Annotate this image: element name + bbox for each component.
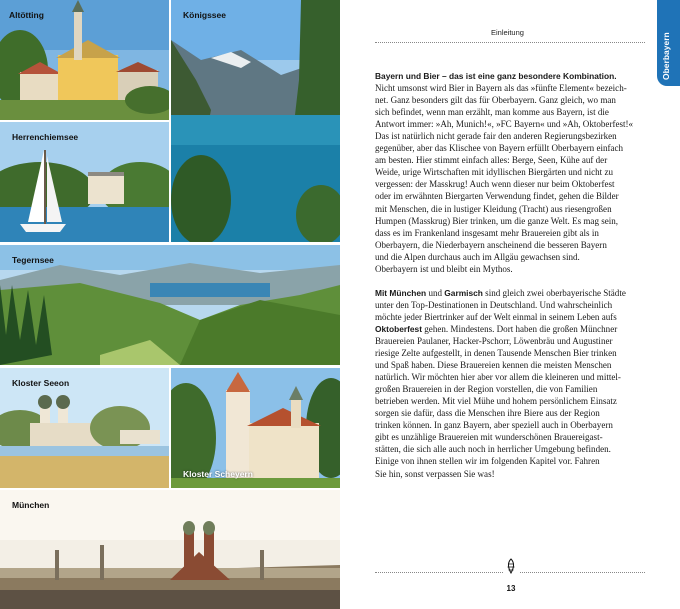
caption-altoetting: Altötting (9, 10, 44, 20)
photo-altoetting (0, 0, 169, 120)
photo-tegernsee (0, 245, 340, 365)
p1-line: dass es im Frankenland insgesamt mehr Brauereien gibt als in (375, 227, 599, 238)
caption-muenchen: München (12, 500, 50, 510)
p2-line: Einige von ihnen stellen wir im folgenden Kapitel vor. Fahren (375, 456, 600, 467)
p2-line: Brauereien Paulaner, Hacker-Pschorr, Löwenbräu und Augustiner (375, 335, 613, 346)
p2-text: gehen. Mindestens. Dort haben die großen Münchner (422, 323, 618, 334)
p1-line: Oberbayern, die Niederbayern anscheinend die besseren Bayern (375, 239, 607, 250)
p2-line: trinken können. In ganz Bayern, aber speziell auch in Oberbayern (375, 420, 613, 431)
p1-line: mit Menschen, die in lustiger Kleidung (Tracht) aus riesengroßen (375, 203, 612, 214)
p1-line: sich befindet, wenn man erzählt, man komme aus Bayern, ist die (375, 107, 609, 118)
photo-muenchen (0, 490, 340, 609)
p2-line: Sie hin, sonst verpassen Sie was! (375, 468, 495, 479)
p2-line (375, 323, 647, 335)
caption-herrenchiemsee: Herrenchiemsee (12, 132, 79, 142)
p2-text: sind gleich zwei oberbayerische Städte (482, 287, 626, 298)
p1-line: am besten. Hier stimmt einfach alles: Berge, Seen, Kühe auf der (375, 155, 608, 166)
paragraph-1-lead: Bayern und Bier – das ist eine ganz besondere Kombination. (375, 71, 617, 81)
p2-line: natürlich. Wir möchten hier aber vor allem die kleineren und mittel- (375, 372, 621, 383)
side-tab-label: Oberbayern (661, 32, 671, 80)
p1-line: Das ist natürlich nicht gerade fair den anderen Regierungsbezirken (375, 131, 617, 142)
p1-line: net. Ganz besonders gilt das für Oberbayern. Ganz gleich, wo man (375, 95, 616, 106)
p1-line: Weide, urige Wirtschaften mit idyllischen Biergärten und nicht zu (375, 167, 613, 178)
running-head: Einleitung (491, 28, 524, 37)
p2-line: sorgen sie dafür, dass die Menschen ihre Biere aus der Region (375, 408, 600, 419)
p1-line: Oberbayern ist und bleibt ein Mythos. (375, 263, 513, 274)
hop-icon (503, 558, 519, 574)
photo-kloster-seeon (0, 368, 169, 488)
page-number: 13 (506, 584, 516, 593)
paragraph-1 (375, 70, 647, 275)
bold-oktoberfest: Oktoberfest (375, 323, 423, 334)
p1-line: Humpen (Masskrug) Bier trinken, um die ganze Welt. Es mag sein, (375, 215, 619, 226)
p2-line: betrieben werden. Mit viel Mühe und hohem persönlichem Einsatz (375, 396, 617, 407)
p1-line: gegenüber, aber das Klischee von Bayern erfüllt Oberbayern einfach (375, 143, 624, 154)
photo-herrenchiemsee (0, 122, 169, 242)
p2-line: stätten, die sich alle auch noch in herrlicher Umgebung befinden. (375, 444, 611, 455)
caption-tegernsee: Tegernsee (12, 255, 54, 265)
p2-line: möchte jeder Biertrinker auf der Welt einmal in seinem Leben aufs (375, 311, 617, 322)
body-text (375, 70, 647, 492)
bold-muenchen: Mit München (375, 287, 427, 298)
caption-kloster-seeon: Kloster Seeon (12, 378, 70, 388)
p2-text: und (426, 287, 445, 298)
p2-line: unter den Top-Destinationen in Deutschland. Und wahrscheinlich (375, 299, 613, 310)
p2-line: großen Brauereien in der Region vorstellen, die von Familien (375, 384, 598, 395)
side-tab (657, 0, 680, 86)
photo-kloster-scheyern (171, 368, 340, 488)
p2-line (375, 287, 647, 299)
caption-kloster-scheyern: Kloster Scheyern (183, 469, 253, 479)
p2-line: und Spaß haben. Diese Brauereien kennen die meisten Menschen (375, 360, 612, 371)
header-divider (375, 42, 645, 43)
photo-koenigssee (171, 0, 340, 242)
p1-line: Antwort immer: »Ah, Munich!«, »FC Bayern« und »Ah, Oktoberfest!« (375, 119, 634, 130)
p1-line: vergessen: der Masskrug! Auch wenn dieser nur beim Oktoberfest (375, 179, 615, 190)
bold-garmisch: Garmisch (444, 287, 483, 298)
p1-line: oder im erwähnten Biergarten Verwendung findet, gehen die Bilder (375, 191, 619, 202)
p2-line: riesige Zelte aufgestellt, in denen Tausende Menschen Bier trinken (375, 348, 617, 359)
text-page (341, 0, 680, 609)
caption-koenigssee: Königssee (183, 10, 226, 20)
paragraph-2 (375, 287, 647, 480)
p1-line: und die Alpen durchaus auch im Allgäu gewachsen sind. (375, 251, 580, 262)
p1-line: Nicht umsonst wird Bier in Bayern als das »fünfte Element« bezeich- (375, 83, 627, 94)
p2-line: gibt es unzählige Brauereien mit wunderschönen Brauereigast- (375, 432, 603, 443)
